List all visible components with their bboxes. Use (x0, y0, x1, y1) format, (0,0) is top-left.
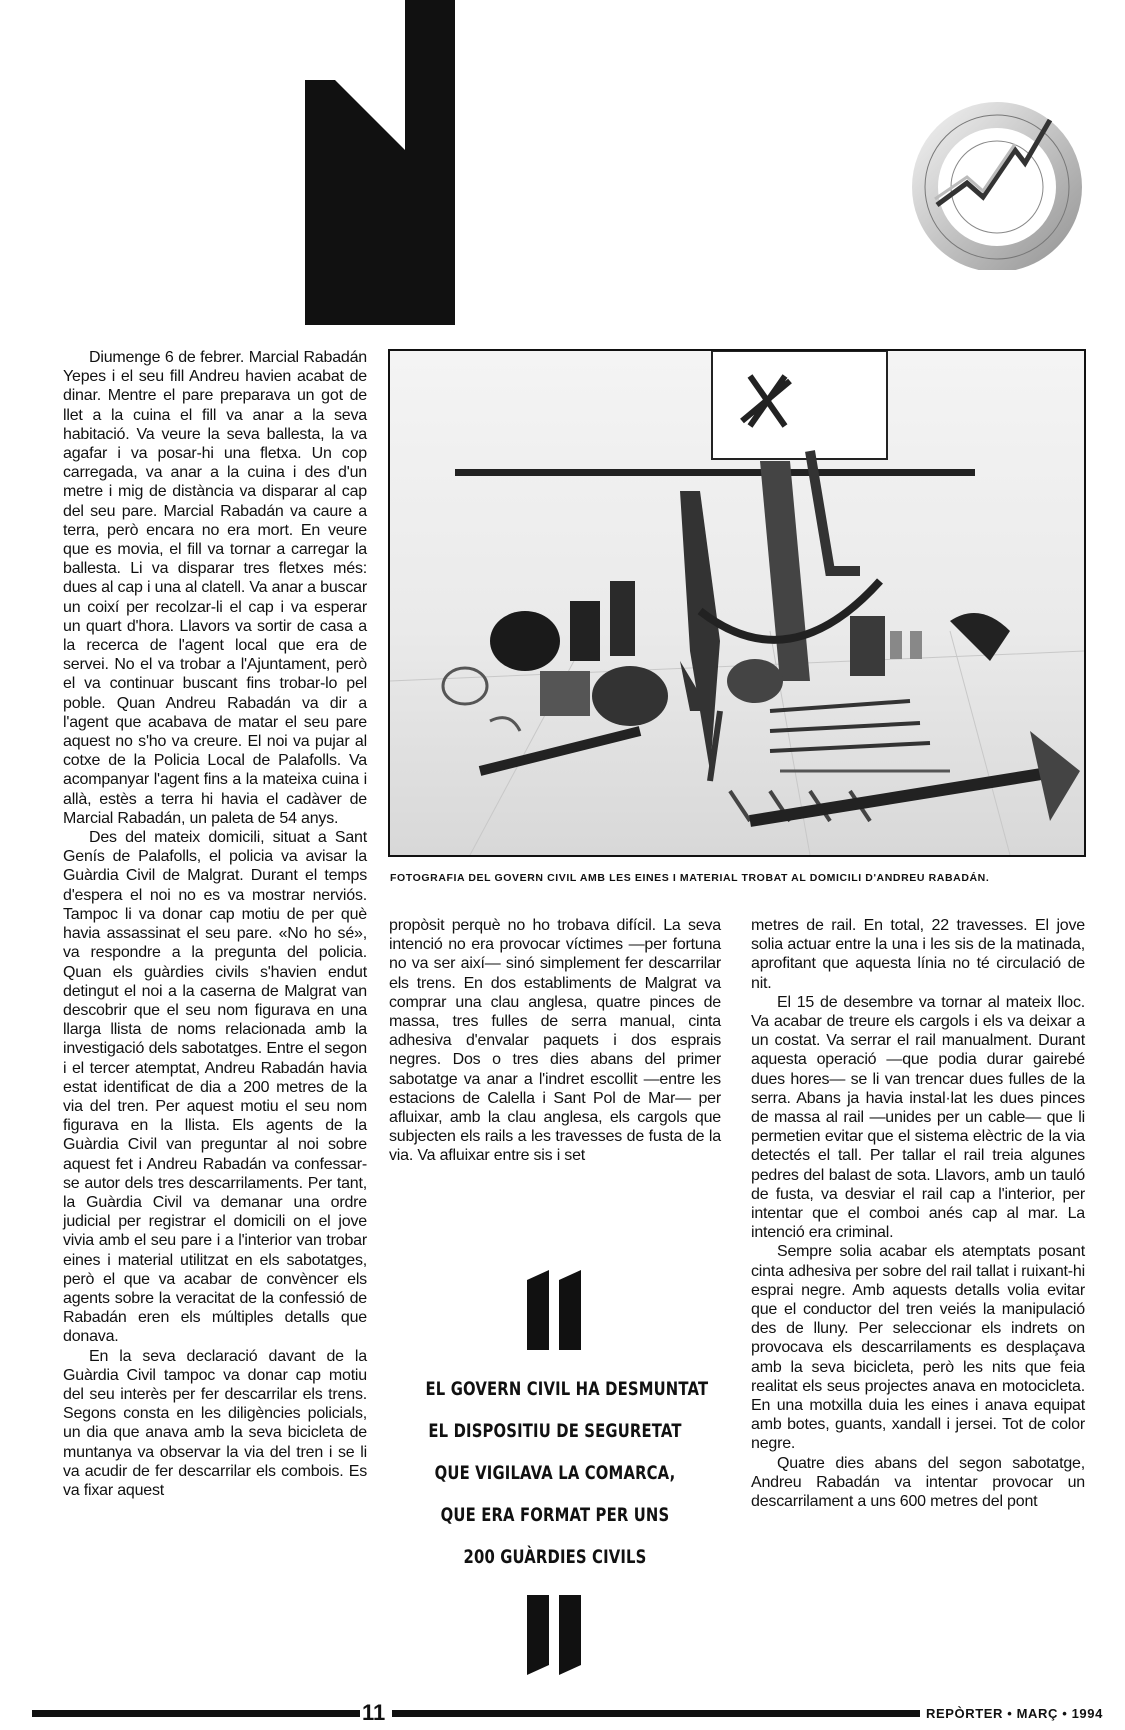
photo-contents-illustration (390, 351, 1084, 855)
paragraph: metres de rail. En total, 22 travesses. El jove solia actuar entre la una i les sis de la matinada, aprofitant que aquesta línia no té circulació de nit. (751, 917, 1085, 992)
photo-caption: FOTOGRAFIA DEL GOVERN CIVIL AMB LES EINES I MATERIAL TROBAT AL DOMICILI D'ANDREU RABADÁN. (390, 872, 990, 884)
article-column-2 (389, 916, 721, 1166)
section-emblem-icon (905, 95, 1085, 270)
pull-quote-line: 200 GUÀRDIES CIVILS (463, 1546, 647, 1568)
evidence-photo (388, 349, 1086, 857)
magazine-issue: REPÒRTER • MARÇ • 1994 (926, 1706, 1103, 1721)
paragraph: Des del mateix domicili, situat a Sant Genís de Palafolls, el policia va avisar la Guàrdia Civil de Malgrat. Durant el temps d'espera el noi no es va mostrar nerviós. Tampoc li va donar cap motiu de per què havia assassinat el seu pare. «No ho sé», va respondre a la pregunta del policia. Quan els guàrdies civils s'havien endut detingut el noi a la caserna de Malgrat van descobrir que el seu nom figurava en una llarga llista de noms relacionada amb la investigació dels sabotatges. Entre el segon i el tercer atemptat, Andreu Rabadán havia estat identificat de dia a 200 metres de la via del tren. Per aquest motiu el seu nom figurava en la llista. Els agents de la Guàrdia Civil van preguntar al noi sobre aquest fet i Andreu Rabadán va confessar-se autor dels tres descarrilaments. Per tant, la Guàrdia Civil va demanar una ordre judicial per registrar el domicili on el jove vivia amb el seu pare i a l'interior van trobar eines i material utilitzat en els sabotatges, però el que va acabar de convèncer els agents sobre la veracitat de la confessió de Rabadán eren els múltiples detalls que donava. (63, 829, 367, 1346)
footer (0, 1700, 1125, 1730)
pull-quote-line: EL DISPOSITIU DE SEGURETAT (428, 1420, 682, 1442)
article-column-1 (63, 348, 367, 1500)
pull-quote (389, 1270, 721, 1680)
paragraph: Quatre dies abans del segon sabotatge, Andreu Rabadán va intentar provocar un descarrilament a uns 600 metres del pont (751, 1454, 1085, 1511)
paragraph: Diumenge 6 de febrer. Marcial Rabadán Yepes i el seu fill Andreu havien acabat de dinar. Mentre el pare preparava un got de llet a la cuina el fill va anar a la seva habitació. Va veure la seva ballesta, la va agafar i va posar-hi una fletxa. Un cop carregada, va anar a la cuina i des d'un metre i mig de distància va disparar al cap del seu pare. Marcial Rabadán va caure a terra, però encara no era mort. En veure que es movia, el fill va tornar a carregar la ballesta. Li va disparar tres fletxes més: dues al cap i una al clatell. Va anar a buscar un coixí per recolzar-li el cap i va esperar un quart d'hora. Llavors va sortir de casa a la recerca de l'agent local que era de servei. No el va trobar a l'Ajuntament, però el va continuar buscant fins trobar-lo pel poble. Quan Andreu Rabadán va dir a l'agent que acabava de matar el seu pare aquest no s'ho va creure. El noi va pujar al cotxe de la Policia Local de Palafolls. Va acompanyar l'agent fins a la mateixa cuina i allà, estès a terra hi havia el cadàver de Marcial Rabadán, un paleta de 54 anys. (63, 349, 367, 827)
footer-rule-left (32, 1710, 360, 1717)
pull-quote-line: EL GOVERN CIVIL HA DESMUNTAT (425, 1378, 709, 1400)
paragraph: En la seva declaració davant de la Guàrdia Civil tampoc va donar cap motiu del seu interès per fer descarrilar els trens. Segons consta en les diligències policials, un dia que anava amb la seva bicicleta de muntanya va observar la via del tren i se li va acudir de fer descarrilar els combois. Es va fixar aquest (63, 1347, 367, 1499)
section-mark-logo (305, 0, 455, 325)
article-column-3 (751, 916, 1085, 1511)
pull-quote-line: QUE VIGILAVA LA COMARCA, (434, 1462, 676, 1484)
pull-quote-line: QUE ERA FORMAT PER UNS (440, 1504, 670, 1526)
page-number: 11 (362, 1700, 386, 1725)
close-quote-icon (527, 1595, 583, 1675)
paragraph: El 15 de desembre va tornar al mateix lloc. Va acabar de treure els cargols i els va deixar a un costat. Va serrar el rail manualment. Durant aquesta operació —que podia durar gairebé dues hores— se li van trencar dues fulles de la serra. Abans ja havia instal·lat les dues pinces de massa al rail —unides per un cable— que li permetien evitar que el sistema elèctric de la via detectés el tall. Per tallar el rail treia algunes pedres del balast de sota. Llavors, amb un tauló de fusta, va desviar el rail cap a l'interior, per intentar que el comboi anés cap al mar. La intenció era criminal. (751, 993, 1085, 1242)
paragraph: propòsit perquè no ho trobava difícil. La seva intenció no era provocar víctimes —per fortuna no va ser així— sinó simplement fer descarrilar els trens. En dos establiments de Malgrat va comprar una clau anglesa, quatre pinces de massa, tres fulles de serra manual, cinta adhesiva d'envalar paquets i dos esprais negres. Dos o tres dies abans del primer sabotatge va anar a l'indret escollit —entre les estacions de Calella i Sant Pol de Mar— per afluixar, amb la clau anglesa, els cargols que subjecten els rails a les travesses de fusta de la via. Va afluixar entre sis i set (389, 917, 721, 1165)
paragraph: Sempre solia acabar els atemptats posant cinta adhesiva per sobre del rail tallat i ruixant-hi esprai negre. Amb aquests detalls volia evitar que el conductor del tren veiés la manipulació des de lluny. Per seleccionar els indrets on provocava els descarrilaments es desplaçava amb la seva bicicleta, però les nits que feia realitat els seus projectes anava en motocicleta. En una motxilla duia les eines i anava equipat amb botes, guants, xandall i jersei. Tot de color negre. (751, 1243, 1085, 1453)
open-quote-icon (527, 1270, 583, 1350)
footer-rule-right (392, 1710, 920, 1717)
